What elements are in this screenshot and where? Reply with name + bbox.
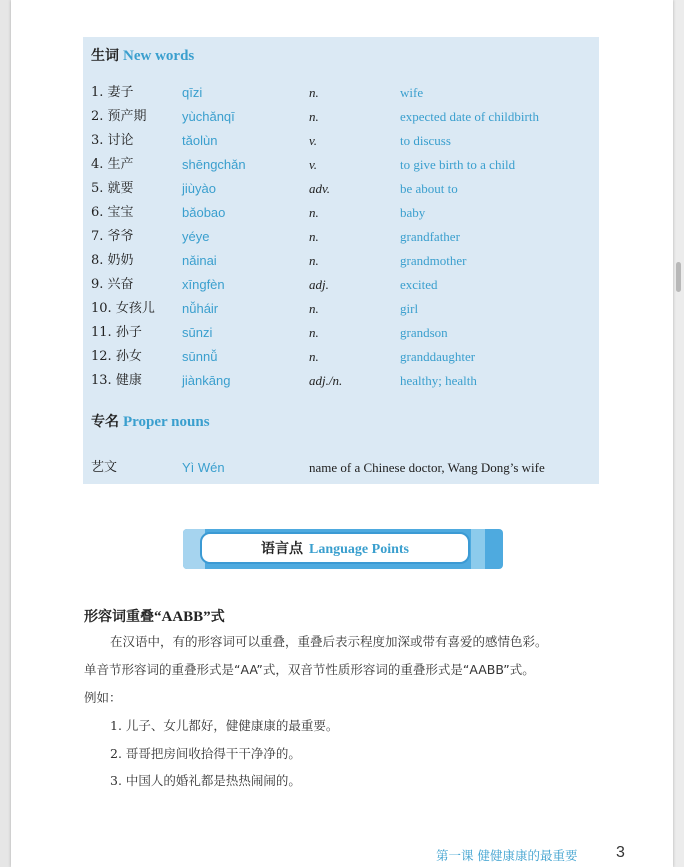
- vocab-english: excited: [400, 277, 438, 292]
- vocab-pos: n.: [309, 109, 319, 124]
- vocab-hanzi: 13. 健康: [91, 373, 142, 388]
- vocab-pinyin: yùchǎnqī: [182, 109, 235, 124]
- proper-noun-row: [83, 456, 599, 480]
- vocab-pinyin: shēngchǎn: [182, 157, 246, 172]
- vocab-pinyin: nǎinai: [182, 253, 217, 268]
- vocab-pos: n.: [309, 229, 319, 244]
- vocab-row: [83, 201, 599, 225]
- vocab-english: healthy; health: [400, 373, 477, 388]
- vocab-pos: n.: [309, 349, 319, 364]
- vocab-english: baby: [400, 205, 426, 220]
- vocab-pos: adj.: [309, 277, 329, 292]
- grammar-heading: 形容词重叠“AABB”式: [84, 609, 225, 625]
- page-number: 3: [616, 844, 625, 861]
- vocab-row: [83, 369, 599, 393]
- vocab-pos: n.: [309, 325, 319, 340]
- vocab-english: be about to: [400, 181, 458, 196]
- vocab-english: girl: [400, 301, 419, 316]
- proper-noun-hanzi: 艺文: [91, 460, 118, 475]
- vocab-row: [83, 153, 599, 177]
- proper-nouns-heading: [91, 411, 210, 431]
- banner-label-box: [200, 532, 470, 564]
- grammar-paragraph-line: 在汉语中，有的形容词可以重叠，重叠后表示程度加深或带有喜爱的感情色彩。: [110, 634, 548, 649]
- language-points-title-zh: 语言点: [261, 541, 304, 557]
- vocab-pinyin: jiùyào: [182, 181, 216, 196]
- vocab-pos: v.: [309, 133, 318, 148]
- proper-noun-english: name of a Chinese doctor, Wang Dong’s wife: [309, 460, 545, 475]
- example-sentence: 2. 哥哥把房间收拾得干干净净的。: [110, 746, 301, 761]
- vocab-row: [83, 273, 599, 297]
- vocab-pos: n.: [309, 205, 319, 220]
- vocab-row: [83, 129, 599, 153]
- example-sentence: 1. 儿子、女儿都好，健健康康的最重要。: [110, 718, 339, 733]
- example-sentence: 3. 中国人的婚礼都是热热闹闹的。: [110, 773, 301, 788]
- vocab-english: grandmother: [400, 253, 467, 268]
- vocab-row: [83, 249, 599, 273]
- vocab-row: [83, 345, 599, 369]
- vocab-english: grandfather: [400, 229, 460, 244]
- vocab-pinyin: sūnnǚ: [182, 349, 218, 364]
- vocab-hanzi: 8. 奶奶: [91, 253, 134, 268]
- vocab-english: to discuss: [400, 133, 451, 148]
- vocab-hanzi: 9. 兴奋: [91, 277, 134, 292]
- vocab-pos: n.: [309, 301, 319, 316]
- vocab-row: [83, 297, 599, 321]
- viewer-right-strip: [673, 0, 684, 867]
- footer-lesson-title: 第一课 健健康康的最重要: [436, 848, 578, 863]
- vocab-row: [83, 105, 599, 129]
- vocab-pinyin: yéye: [182, 229, 210, 244]
- vocab-row: [83, 81, 599, 105]
- vocab-english: granddaughter: [400, 349, 476, 364]
- vocab-english: to give birth to a child: [400, 157, 516, 172]
- vocab-english: expected date of childbirth: [400, 109, 539, 124]
- vocab-pos: v.: [309, 157, 318, 172]
- new-words-heading: [91, 45, 194, 65]
- vocabulary-box: [83, 37, 599, 484]
- vocab-hanzi: 2. 预产期: [91, 109, 147, 124]
- language-points-title: [202, 534, 468, 565]
- vocab-pinyin: jiànkāng: [182, 373, 231, 388]
- vocab-hanzi: 6. 宝宝: [91, 205, 134, 220]
- vocab-pos: adv.: [309, 181, 331, 196]
- vocab-hanzi: 10. 女孩儿: [91, 301, 155, 316]
- vocab-pos: adj./n.: [309, 373, 343, 388]
- vocab-english: grandson: [400, 325, 448, 340]
- vocab-pos: n.: [309, 85, 319, 100]
- vocab-row: [83, 321, 599, 345]
- new-words-heading-zh: 生词: [91, 48, 119, 64]
- vocab-pinyin: nǚháir: [182, 301, 219, 316]
- vocab-pinyin: tǎolùn: [182, 133, 218, 148]
- vocab-pinyin: xīngfèn: [182, 277, 225, 292]
- language-points-title-en: Language Points: [309, 542, 409, 557]
- vocab-hanzi: 11. 孙子: [91, 325, 142, 340]
- grammar-paragraph-line: 单音节形容词的重叠形式是“AA”式，双音节性质形容词的重叠形式是“AABB”式。: [84, 662, 535, 677]
- proper-nouns-heading-zh: 专名: [91, 414, 119, 430]
- scrollbar-track[interactable]: [675, 0, 682, 867]
- banner-right-accent: [471, 529, 485, 569]
- scrollbar-thumb[interactable]: [676, 262, 681, 292]
- vocab-pinyin: sūnzi: [182, 325, 213, 340]
- vocab-hanzi: 3. 讨论: [91, 133, 134, 148]
- language-points-banner: [183, 529, 503, 569]
- vocab-row: [83, 225, 599, 249]
- vocab-row: [83, 177, 599, 201]
- vocab-hanzi: 12. 孙女: [91, 349, 142, 364]
- proper-nouns-heading-en: Proper nouns: [123, 414, 210, 430]
- vocab-pos: n.: [309, 253, 319, 268]
- vocab-hanzi: 4. 生产: [91, 157, 134, 172]
- vocab-pinyin: bǎobao: [182, 205, 226, 220]
- vocab-english: wife: [400, 85, 424, 100]
- new-words-heading-en: New words: [123, 48, 195, 64]
- vocab-hanzi: 5. 就要: [91, 181, 134, 196]
- proper-noun-pinyin: Yì Wén: [182, 460, 225, 475]
- vocab-hanzi: 1. 妻子: [91, 85, 134, 100]
- vocab-hanzi: 7. 爷爷: [91, 229, 134, 244]
- grammar-paragraph-line: 例如：: [84, 690, 122, 705]
- vocab-pinyin: qīzi: [182, 85, 203, 100]
